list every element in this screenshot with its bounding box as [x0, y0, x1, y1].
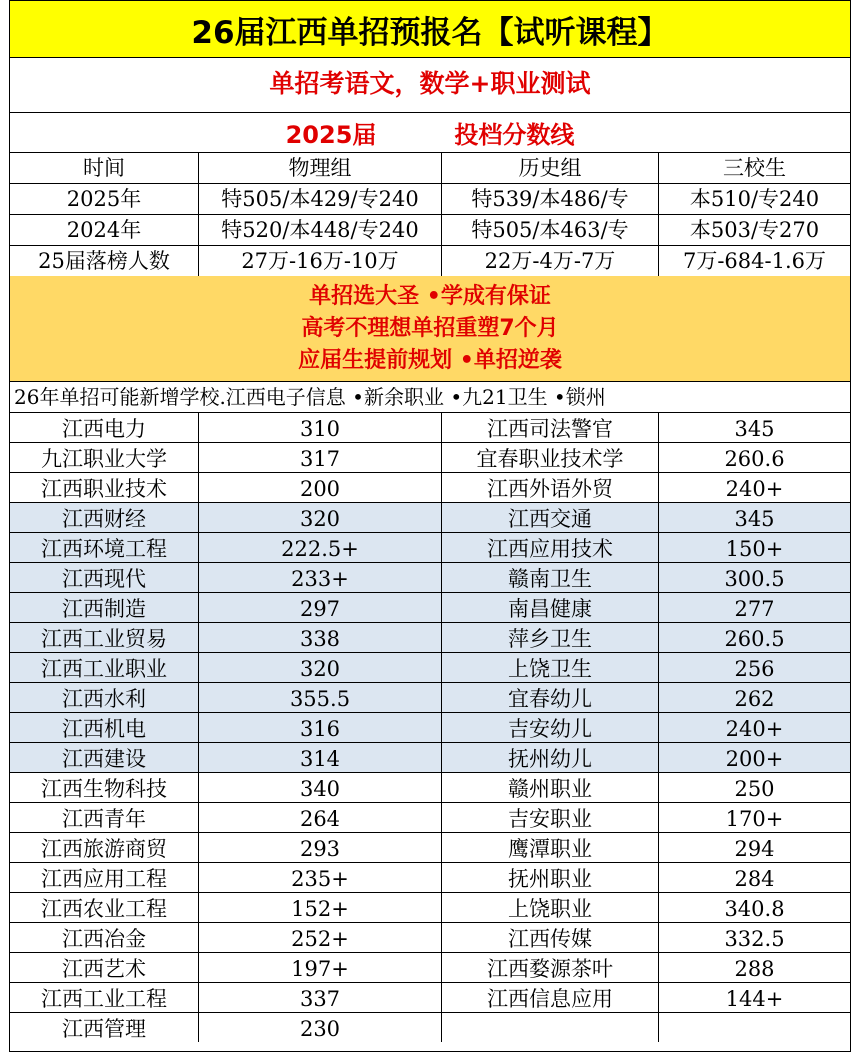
school-name: 抚州职业: [442, 863, 659, 892]
school-score: 300.5: [724, 567, 785, 591]
school-score: 320: [199, 653, 442, 682]
school-score: 337: [199, 983, 442, 1012]
school-score: 256: [734, 657, 775, 681]
school-score: 338: [199, 623, 442, 652]
school-score: 170+: [725, 807, 784, 831]
school-name: 江西交通: [442, 503, 659, 532]
school-name: 江西农业工程: [10, 893, 199, 922]
school-name: 江西应用技术: [442, 533, 659, 562]
school-score: 152+: [199, 893, 442, 922]
school-row: [10, 893, 850, 923]
school-name: 江西生物科技: [10, 773, 199, 802]
school-row: [10, 473, 850, 503]
exam-subjects: 单招考语文，数学+职业测试: [10, 58, 850, 113]
school-score: 150+: [725, 537, 784, 561]
school-name: 江西现代: [10, 563, 199, 592]
school-score: 222.5+: [199, 533, 442, 562]
school-score: 284: [734, 867, 775, 891]
school-score: 355.5: [199, 683, 442, 712]
school-score: 340.8: [724, 897, 785, 921]
school-score: 230: [199, 1013, 442, 1042]
school-row: [10, 1013, 850, 1042]
school-row: [10, 773, 850, 803]
school-score: 288: [734, 957, 775, 981]
school-name: 江西传媒: [442, 923, 659, 952]
new-schools-note: 26年单招可能新增学校.江西电子信息 •新余职业 •九21卫生 •锁州: [10, 382, 850, 413]
school-name: 南昌健康: [442, 593, 659, 622]
table-cell: 27万-16万-10万: [199, 246, 442, 276]
school-score: 345: [734, 417, 775, 441]
school-row: [10, 593, 850, 623]
school-score: 297: [199, 593, 442, 622]
school-row: [10, 803, 850, 833]
table-cell: 25届落榜人数: [10, 246, 199, 276]
school-score: 294: [734, 837, 775, 861]
table-cell: 2024年: [10, 215, 199, 245]
school-row: [10, 443, 850, 473]
school-name: 江西水利: [10, 683, 199, 712]
school-name: 江西冶金: [10, 923, 199, 952]
school-row: [10, 743, 850, 773]
school-row: [10, 533, 850, 563]
column-header: 三校生: [723, 156, 786, 180]
school-score: 260.6: [724, 447, 785, 471]
school-name: 抚州幼儿: [442, 743, 659, 772]
page-title: 26届江西单招预报名【试听课程】: [10, 1, 850, 58]
school-name: 江西信息应用: [442, 983, 659, 1012]
school-score: 277: [734, 597, 775, 621]
school-name: 宜春幼儿: [442, 683, 659, 712]
school-score: 240+: [725, 477, 784, 501]
school-score: 314: [199, 743, 442, 772]
school-row: [10, 413, 850, 443]
school-name: 江西青年: [10, 803, 199, 832]
table-cell: 2025年: [10, 184, 199, 214]
school-name: 上饶卫生: [442, 653, 659, 682]
school-score: 264: [199, 803, 442, 832]
school-row: [10, 563, 850, 593]
table-cell: 22万-4万-7万: [442, 246, 659, 276]
school-name: 江西司法警官: [442, 413, 659, 442]
school-row: [10, 683, 850, 713]
school-score: 200+: [725, 747, 784, 771]
school-score: 144+: [725, 987, 784, 1011]
school-row: [10, 923, 850, 953]
school-name: 江西电力: [10, 413, 199, 442]
school-name: 吉安幼儿: [442, 713, 659, 742]
school-row: [10, 653, 850, 683]
school-name: 江西机电: [10, 713, 199, 742]
school-name: [442, 1013, 659, 1042]
school-score: 310: [199, 413, 442, 442]
table-cell: 本503/专270: [689, 218, 820, 242]
promo-line: 应届生提前规划 •单招逆袭: [298, 347, 562, 373]
school-score: 320: [199, 503, 442, 532]
school-name: 江西管理: [10, 1013, 199, 1042]
school-name: 上饶职业: [442, 893, 659, 922]
school-name: 鹰潭职业: [442, 833, 659, 862]
school-score: 293: [199, 833, 442, 862]
school-score: 345: [734, 507, 775, 531]
school-name: 江西外语外贸: [442, 473, 659, 502]
school-score: 340: [199, 773, 442, 802]
line-label: 投档分数线: [454, 121, 575, 149]
school-name: 九江职业大学: [10, 443, 199, 472]
school-name: 江西工业职业: [10, 653, 199, 682]
school-name: 萍乡卫生: [442, 623, 659, 652]
promo-line: 高考不理想单招重塑7个月: [301, 315, 559, 341]
table-cell: 特505/本429/专240: [199, 184, 442, 214]
school-score: 260.5: [724, 627, 785, 651]
school-name: 宜春职业技术学: [442, 443, 659, 472]
school-row: [10, 503, 850, 533]
school-score: 262: [734, 687, 775, 711]
school-name: 江西应用工程: [10, 863, 199, 892]
school-score: 317: [199, 443, 442, 472]
school-name: 江西艺术: [10, 953, 199, 982]
school-score: 250: [734, 777, 775, 801]
promo-line: 单招选大圣 •学成有保证: [309, 283, 551, 309]
school-score: 197+: [199, 953, 442, 982]
school-row: [10, 713, 850, 743]
table-cell: 特539/本486/专: [442, 184, 659, 214]
school-row: [10, 623, 850, 653]
promo-banner: [10, 276, 850, 382]
school-row: [10, 953, 850, 983]
school-name: 江西建设: [10, 743, 199, 772]
school-name: 江西婺源茶叶: [442, 953, 659, 982]
school-row: [10, 833, 850, 863]
school-name: 江西旅游商贸: [10, 833, 199, 862]
school-name: 江西财经: [10, 503, 199, 532]
school-name: 江西制造: [10, 593, 199, 622]
table-cell: 特505/本463/专: [442, 215, 659, 245]
school-name: 江西工业贸易: [10, 623, 199, 652]
table-row: [10, 184, 850, 215]
school-row: [10, 863, 850, 893]
school-row: [10, 983, 850, 1013]
table-cell: 本510/专240: [689, 187, 820, 211]
table-row: [10, 215, 850, 246]
table-cell: 特520/本448/专240: [199, 215, 442, 245]
school-name: 赣州职业: [442, 773, 659, 802]
school-score: 316: [199, 713, 442, 742]
table-row: [10, 246, 850, 277]
table-cell: 7万-684-1.6万: [682, 249, 827, 273]
column-header: 物理组: [199, 153, 442, 183]
school-name: 吉安职业: [442, 803, 659, 832]
score-line-heading: [10, 113, 850, 153]
school-name: 江西环境工程: [10, 533, 199, 562]
school-score: 233+: [199, 563, 442, 592]
score-sheet: [9, 0, 851, 1052]
school-score: 235+: [199, 863, 442, 892]
column-header: 历史组: [442, 153, 659, 183]
school-score: 332.5: [724, 927, 785, 951]
school-name: 江西职业技术: [10, 473, 199, 502]
year-label: 2025届: [285, 121, 377, 149]
school-score: 240+: [725, 717, 784, 741]
column-header: 时间: [10, 153, 199, 183]
school-name: 江西工业工程: [10, 983, 199, 1012]
school-score: [659, 1013, 850, 1042]
school-score: 200: [199, 473, 442, 502]
score-table-header: [10, 153, 850, 184]
school-name: 赣南卫生: [442, 563, 659, 592]
school-score: 252+: [199, 923, 442, 952]
